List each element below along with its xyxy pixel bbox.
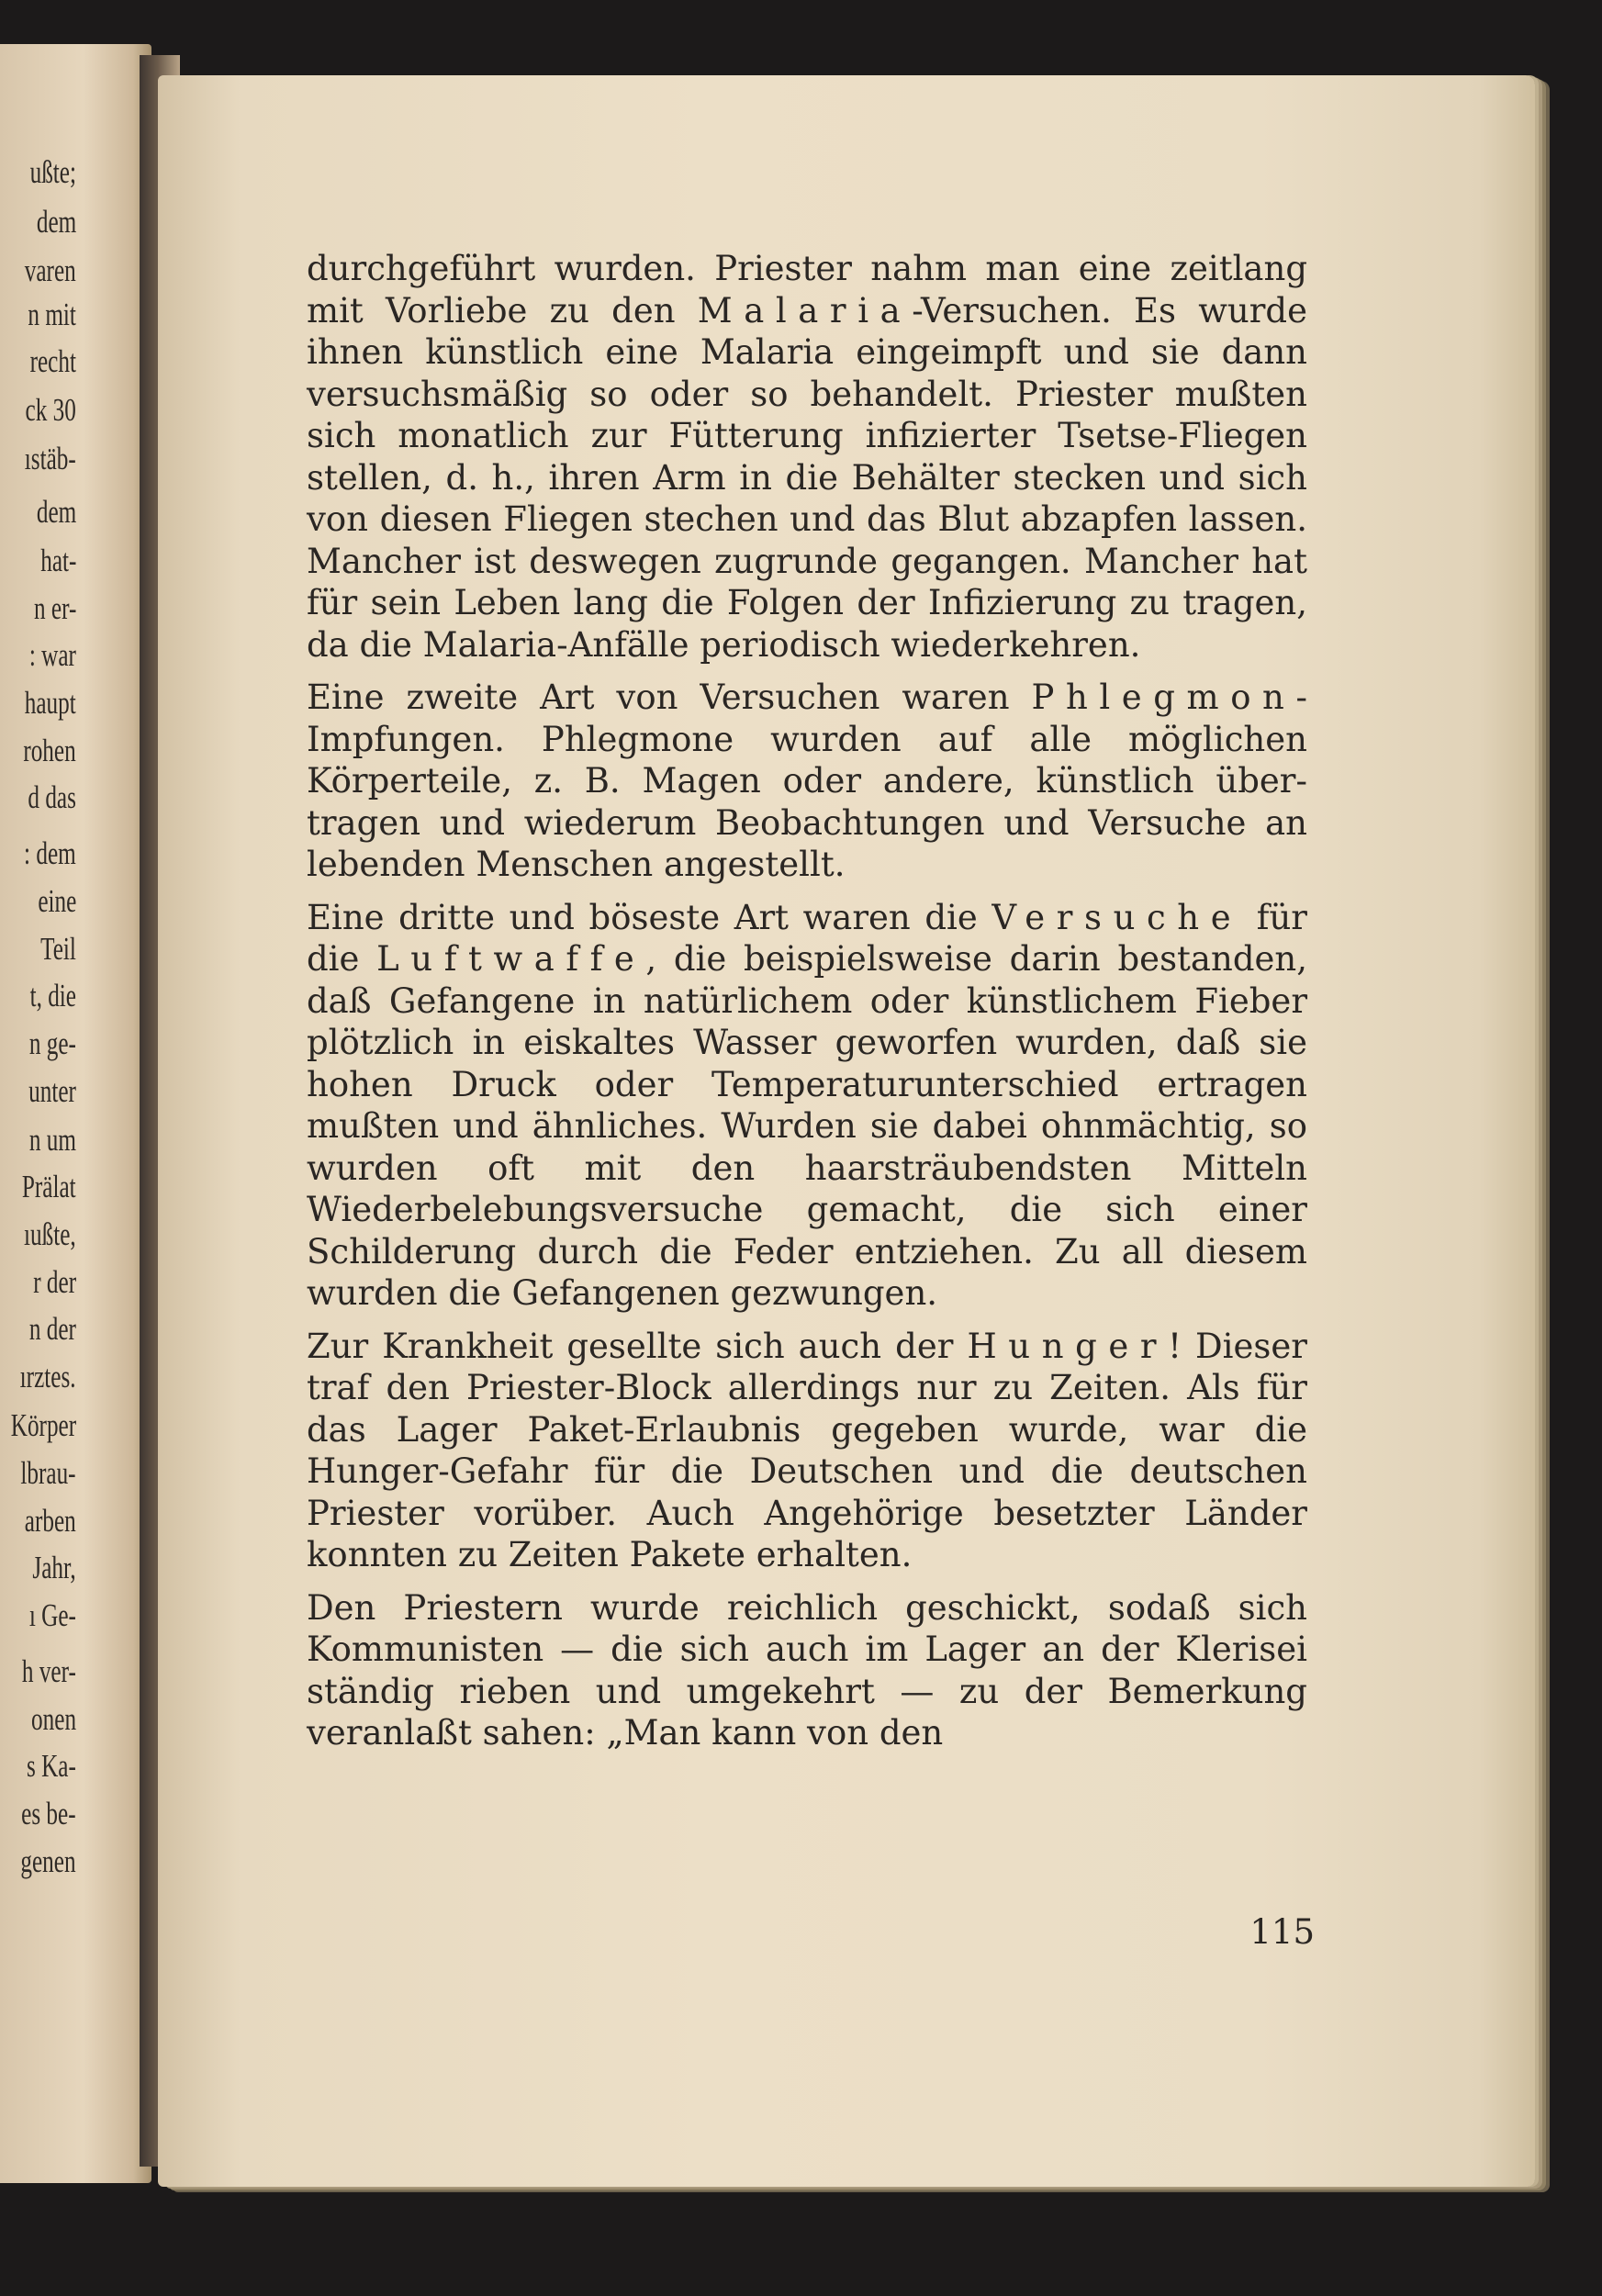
previous-page-fragment bbox=[0, 44, 151, 2183]
left-page-line: ıußte, bbox=[24, 1216, 76, 1253]
left-page-line: dem bbox=[36, 493, 76, 530]
page-number: 115 bbox=[1249, 1912, 1315, 1952]
left-page-line: Prälat bbox=[22, 1169, 76, 1205]
left-page-line: d das bbox=[28, 779, 76, 816]
left-page-line: n mit bbox=[28, 297, 76, 333]
left-page-line: eine bbox=[38, 882, 76, 919]
left-page-line: haupt bbox=[25, 685, 76, 721]
left-page-line: n um bbox=[28, 1121, 76, 1158]
left-page-line: ußte; bbox=[29, 154, 76, 191]
left-page-line: dem bbox=[36, 203, 76, 240]
emphasized-term: Luftwaffe bbox=[376, 939, 646, 979]
left-page-line: rohen bbox=[23, 732, 76, 768]
paragraph-text: , die beispielsweise darin bestanden, daß Gefangene in natürlichem oder künstlichem Fieber plötzlich in eiskaltes Wasser geworfen wurden, daß sie hohen Druck oder Temperaturunterschied ertragen mußten und ähnliches. Wurden sie dabei ohnmächtig, so wurden oft mit den haarsträubendsten Mitteln Wiederbelebungsversuche gemacht, die sich einer Schilderung durch die Feder entziehen. Zu all diesem wurden die Gefangenen gezwungen. bbox=[307, 939, 1307, 1313]
left-page-line: : dem bbox=[24, 835, 76, 872]
paragraph-text: Den Priestern wurde reichlich geschickt, sodaß sich Kommunisten — die sich auch im Lager an der Klerisei ständig rieben und umgekehrt — zu der Bemerkung veranlaßt sahen: „Man kann von den bbox=[307, 1587, 1307, 1753]
emphasized-term: Hunger bbox=[967, 1326, 1169, 1366]
left-page-line: ırztes. bbox=[20, 1359, 76, 1395]
left-page-line: ıstäb- bbox=[25, 441, 76, 476]
left-page-line: onen bbox=[31, 1700, 76, 1737]
paragraph-text: Eine dritte und böseste Art waren die bbox=[307, 897, 992, 937]
left-page-line: unter bbox=[28, 1072, 76, 1109]
paragraph-text: -Versuchen. Es wurde ihnen künstlich eine Malaria eingeimpft und sie dann versuchsmäßig so oder so behandelt. Priester mußten sich monatlich zur Fütterung infizierter Tsetse-Fliegen stellen, d. h., ihren Arm in die Behälter stecken und sich von diesen Fliegen stechen und das Blut abzapfen lassen. Mancher ist deswegen zugrunde gegangen. Mancher hat für sein Leben lang die Folgen der Infizierung zu tragen, da die Malaria-Anfälle periodisch wiederkehren. bbox=[307, 290, 1307, 665]
paragraph bbox=[307, 897, 1307, 1315]
left-page-line: Körper bbox=[10, 1407, 76, 1444]
left-page-line: arben bbox=[25, 1502, 76, 1539]
paragraph-text: Zur Krankheit gesellte sich auch der bbox=[307, 1326, 968, 1366]
paragraph-text: für die bbox=[307, 897, 1307, 979]
left-page-line: ı Ge- bbox=[28, 1597, 76, 1634]
page-body-text bbox=[307, 248, 1307, 1765]
left-page-line: Teil bbox=[40, 930, 76, 967]
paragraph-text: Eine zweite Art von Versuchen waren bbox=[307, 678, 1032, 717]
left-page-line: n der bbox=[28, 1311, 76, 1348]
left-page-line: varen bbox=[25, 252, 76, 288]
left-page-line: recht bbox=[29, 342, 76, 379]
emphasized-term: Versuche bbox=[991, 897, 1243, 937]
paragraph bbox=[307, 677, 1307, 886]
left-page-line: n er- bbox=[33, 589, 76, 626]
paragraph bbox=[307, 1587, 1307, 1754]
paragraph-text: ! Dieser traf den Priester-Block allerdings nur zu Zeiten. Als für das Lager Paket-Erlaubnis gegeben wurde, war die Hunger-Gefahr für die Deutschen und die deutschen Priester vorüber. Auch Angehörige besetzter Länder konnten zu Zeiten Pakete erhalten. bbox=[307, 1326, 1307, 1574]
left-page-line: n ge- bbox=[28, 1025, 76, 1061]
paragraph bbox=[307, 1326, 1307, 1576]
left-page-line: ck 30 bbox=[25, 391, 76, 428]
emphasized-term: Malaria bbox=[697, 290, 913, 330]
paragraph-text: -Impfungen. Phlegmone wurden auf alle möglichen Körperteile, z. B. Magen oder andere, künstlich übertragen und wiederum Beobachtungen und Versuche an lebenden Menschen angestellt. bbox=[307, 678, 1307, 884]
left-page-line: hat- bbox=[39, 542, 76, 578]
left-page-line: t, die bbox=[29, 978, 76, 1014]
left-page-line: r der bbox=[33, 1263, 76, 1300]
left-page-line: genen bbox=[20, 1842, 76, 1879]
left-page-line: : war bbox=[28, 637, 76, 674]
left-page-line: Jahr, bbox=[32, 1550, 76, 1586]
paragraph bbox=[307, 248, 1307, 666]
left-page-line: s Ka- bbox=[27, 1748, 76, 1785]
emphasized-term: Phlegmon bbox=[1031, 678, 1296, 717]
left-page-line: h ver- bbox=[22, 1652, 76, 1689]
paragraph-text: durchgeführt wurden. Priester nahm man eine zeitlang mit Vorliebe zu den bbox=[307, 249, 1307, 330]
left-page-line: lbrau- bbox=[20, 1455, 76, 1492]
left-page-line: es be- bbox=[21, 1795, 76, 1831]
